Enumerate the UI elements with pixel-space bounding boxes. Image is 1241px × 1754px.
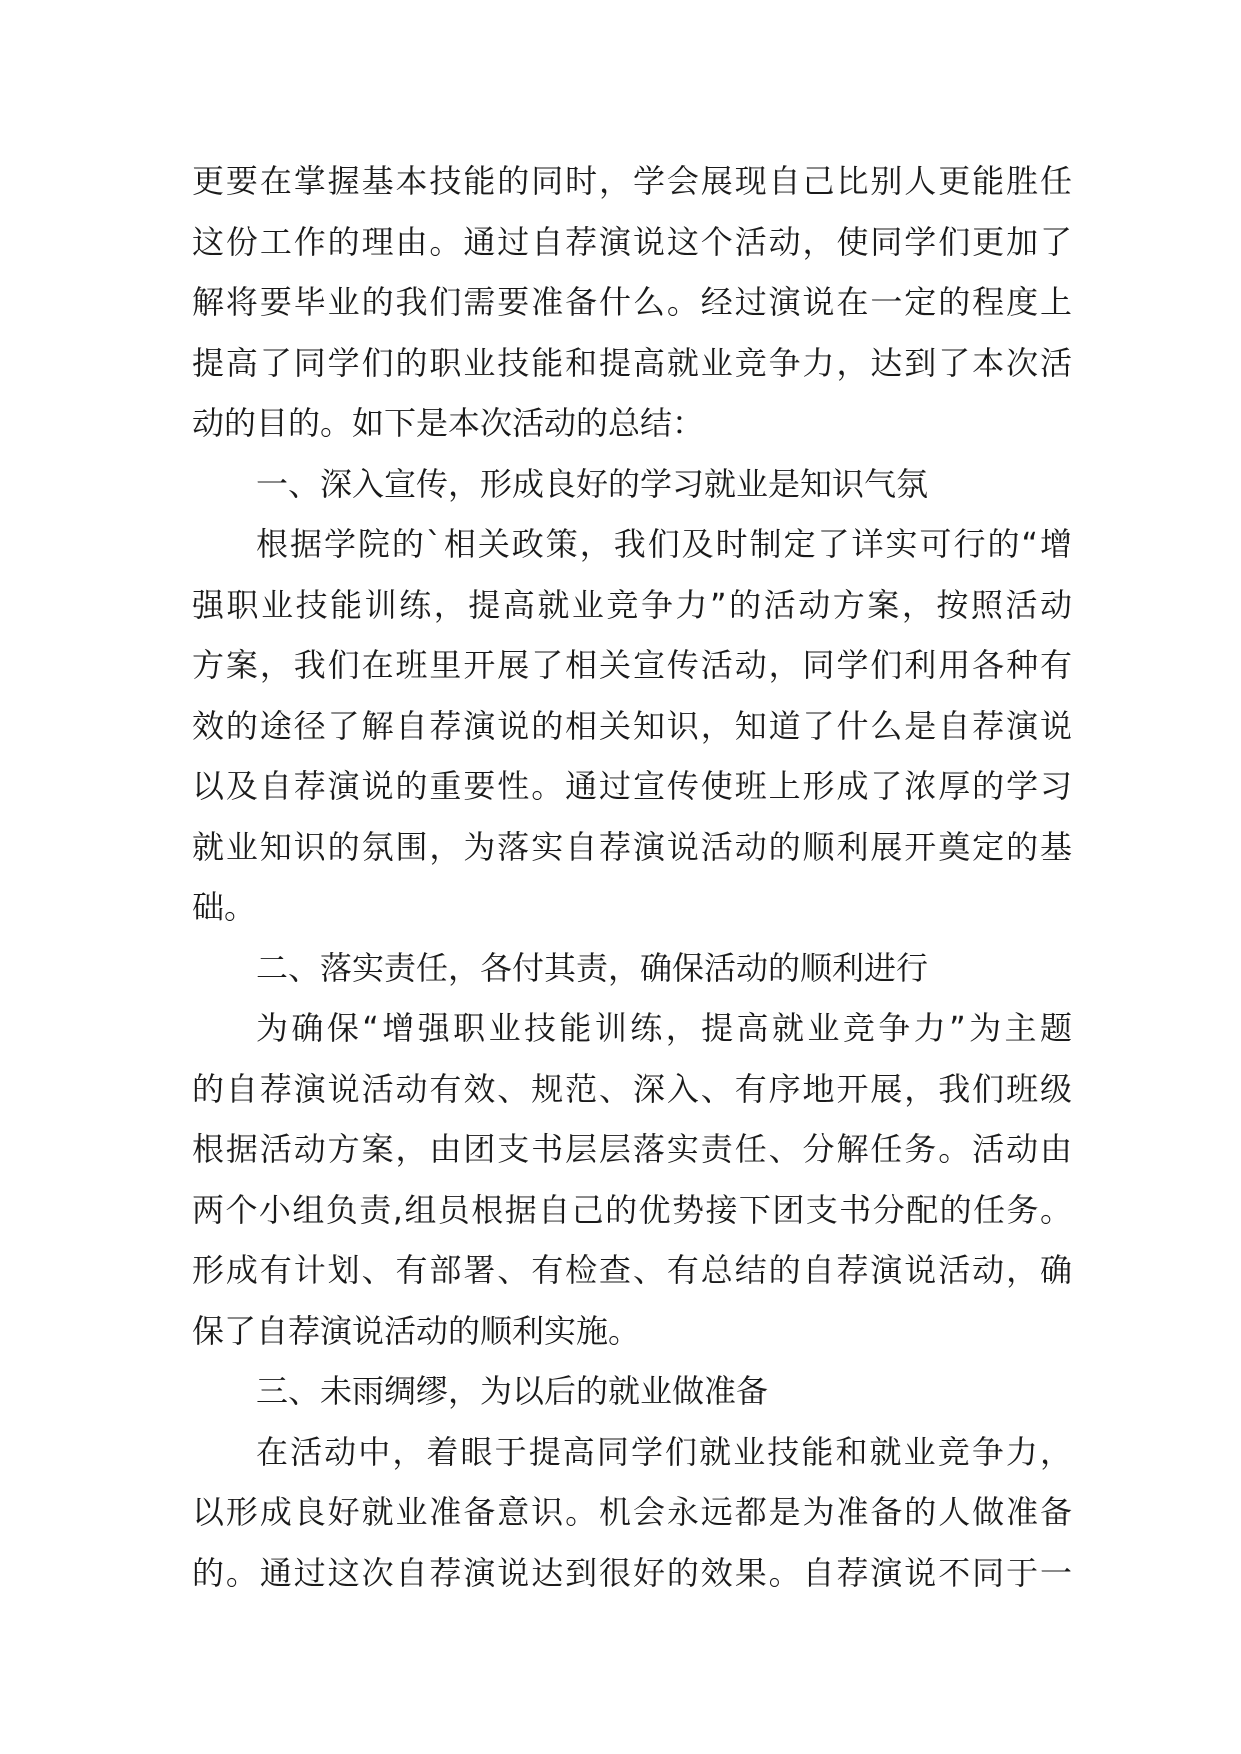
paragraph-line: 方案，我们在班里开展了相关宣传活动，同学们利用各种有 [192, 646, 1072, 684]
paragraph-line: 解将要毕业的我们需要准备什么。经过演说在一定的程度上 [192, 283, 1072, 321]
paragraph-line: 效的途径了解自荐演说的相关知识，知道了什么是自荐演说 [192, 706, 1072, 745]
paragraph-line: 动的目的。如下是本次活动的总结： [192, 404, 705, 442]
paragraph-line: 更要在掌握基本技能的同时，学会展现自己比别人更能胜任 [192, 162, 1072, 200]
section-heading: 二、落实责任，各付其责，确保活动的顺利进行 [256, 948, 929, 987]
section-heading: 一、深入宣传，形成良好的学习就业是知识气氛 [256, 464, 929, 503]
paragraph-line: 提高了同学们的职业技能和提高就业竞争力，达到了本次活 [192, 343, 1072, 382]
paragraph-line: 在活动中，着眼于提高同学们就业技能和就业竞争力， [256, 1432, 1072, 1471]
section-heading: 三、未雨绸缪，为以后的就业做准备 [256, 1372, 769, 1410]
paragraph-line: 形成有计划、有部署、有检查、有总结的自荐演说活动，确 [192, 1251, 1072, 1289]
paragraph-line: 根据活动方案，由团支书层层落实责任、分解任务。活动由 [192, 1130, 1072, 1168]
paragraph-line: 础。 [192, 888, 257, 926]
paragraph-line: 为确保“增强职业技能训练，提高就业竞争力”为主题 [256, 1009, 1072, 1047]
paragraph-line: 两个小组负责,组员根据自己的优势接下团支书分配的任务。 [192, 1190, 1072, 1229]
document-body [192, 151, 1072, 1603]
paragraph-line: 的自荐演说活动有效、规范、深入、有序地开展，我们班级 [192, 1069, 1072, 1108]
paragraph-line: 强职业技能训练，提高就业竞争力”的活动方案，按照活动 [192, 585, 1072, 624]
paragraph-line: 根据学院的`相关政策，我们及时制定了详实可行的“增 [256, 525, 1072, 563]
paragraph-line: 以形成良好就业准备意识。机会永远都是为准备的人做准备 [192, 1493, 1072, 1531]
paragraph-line: 以及自荐演说的重要性。通过宣传使班上形成了浓厚的学习 [192, 767, 1072, 805]
paragraph-line: 保了自荐演说活动的顺利实施。 [192, 1311, 641, 1350]
paragraph-line: 就业知识的氛围，为落实自荐演说活动的顺利展开奠定的基 [192, 827, 1072, 866]
paragraph-line: 这份工作的理由。通过自荐演说这个活动，使同学们更加了 [192, 222, 1072, 261]
paragraph-line: 的。通过这次自荐演说达到很好的效果。自荐演说不同于一 [192, 1553, 1072, 1592]
